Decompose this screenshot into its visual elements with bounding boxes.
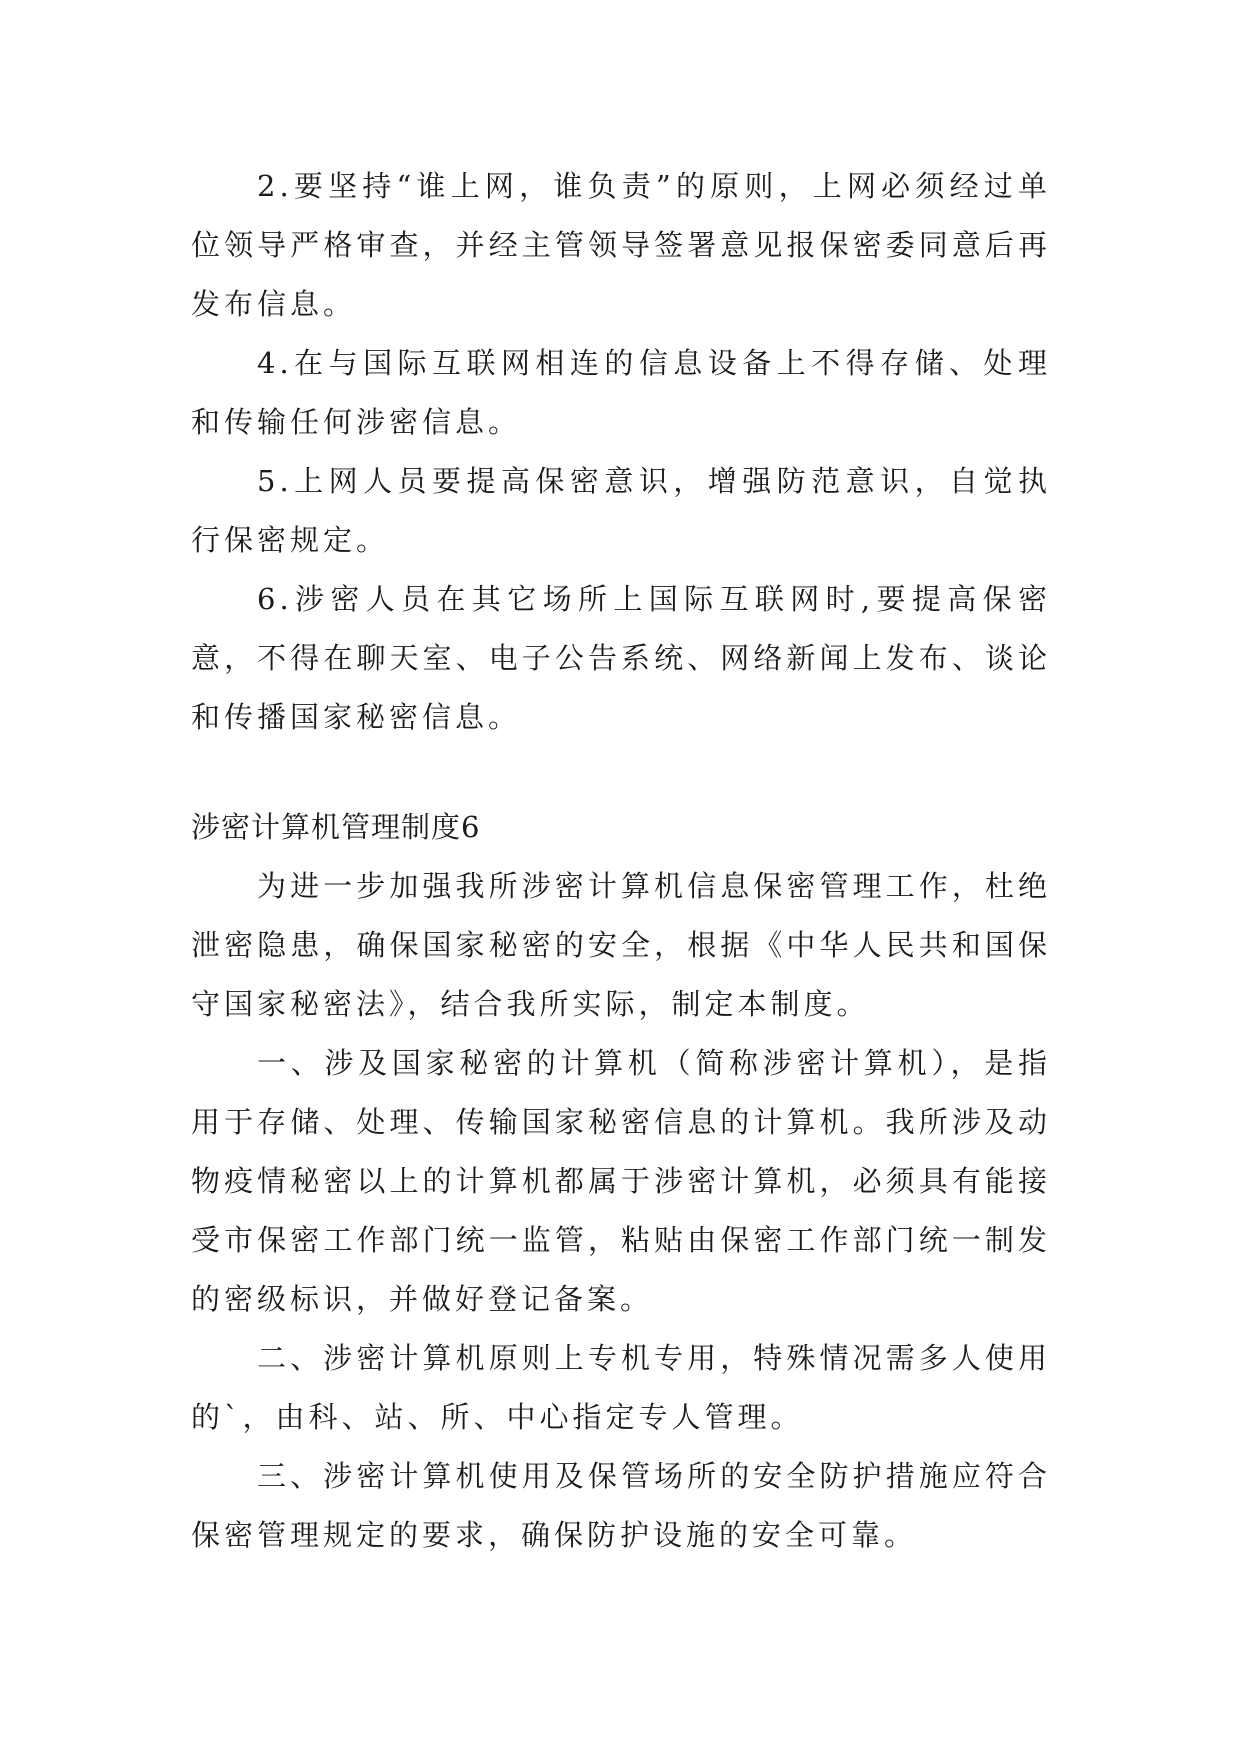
paragraph-intro: 为进一步加强我所涉密计算机信息保密管理工作，杜绝泄密隐患，确保国家秘密的安全，根据《中华人民共和国保守国家秘密法》，结合我所实际，制定本制度。	[191, 869, 1051, 1021]
document-body	[191, 157, 1051, 1565]
paragraph-item-6: 6.涉密人员在其它场所上国际互联网时,要提高保密意，不得在聊天室、电子公告系统、网络新闻上发布、谈论和传播国家秘密信息。	[191, 582, 1051, 734]
section-gap	[191, 747, 1051, 798]
paragraph-item-4: 4.在与国际互联网相连的信息设备上不得存储、处理和传输任何涉密信息。	[191, 346, 1051, 439]
paragraph-clause-1: 一、涉及国家秘密的计算机（简称涉密计算机），是指用于存储、处理、传输国家秘密信息的计算机。我所涉及动物疫情秘密以上的计算机都属于涉密计算机，必须具有能接受市保密工作部门统一监管，粘贴由保密工作部门统一制发的密级标识，并做好登记备案。	[191, 1046, 1051, 1316]
paragraph-item-2: 2.要坚持“谁上网，谁负责”的原则，上网必须经过单位领导严格审查，并经主管领导签署意见报保密委同意后再发布信息。	[191, 169, 1051, 321]
section-heading: 涉密计算机管理制度6	[191, 810, 481, 844]
paragraph-item-5: 5.上网人员要提高保密意识，增强防范意识，自觉执行保密规定。	[191, 464, 1051, 557]
paragraph-clause-3: 三、涉密计算机使用及保管场所的安全防护措施应符合保密管理规定的要求，确保防护设施的安全可靠。	[191, 1459, 1051, 1552]
paragraph-clause-2: 二、涉密计算机原则上专机专用，特殊情况需多人使用的`，由科、站、所、中心指定专人管理。	[191, 1341, 1051, 1434]
